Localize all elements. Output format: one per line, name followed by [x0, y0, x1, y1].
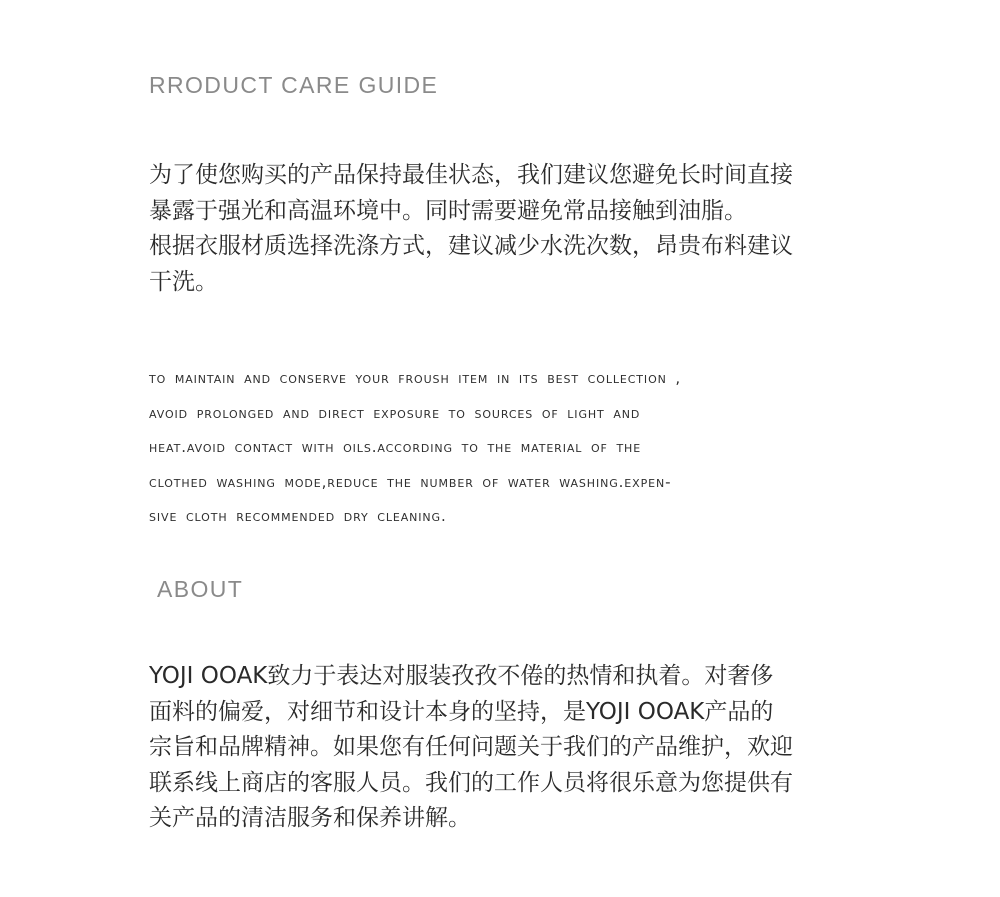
about-zh-line: 面料的偏爱，对细节和设计本身的坚持，是YOJI OOAK产品的: [149, 698, 774, 725]
about-heading: ABOUT: [157, 576, 244, 602]
care-en-line: clothed washing mode,reduce the number of water washing.expen-: [149, 472, 672, 491]
care-zh-line: 暴露于强光和高温环境中。同时需要避免常品接触到油脂。: [149, 197, 747, 224]
about-zh-line: 宗旨和品牌精神。如果您有任何问题关于我们的产品维护，欢迎: [149, 734, 793, 760]
care-guide-heading: RRODUCT CARE GUIDE: [149, 72, 439, 98]
care-guide-english-text: [149, 361, 849, 534]
about-chinese-text: [149, 659, 849, 837]
care-en-line: heat.avoid contact with oils.according to the material of the: [149, 438, 642, 457]
about-zh-line: YOJI OOAK致力于表达对服装孜孜不倦的热情和执着。对奢侈: [149, 663, 774, 689]
care-zh-line: 根据衣服材质选择洗涤方式，建议减少水洗次数，昂贵布料建议: [149, 233, 793, 259]
about-zh-line: 联系线上商店的客服人员。我们的工作人员将很乐意为您提供有: [149, 769, 793, 796]
about-zh-line: 关产品的清洁服务和保养讲解。: [149, 805, 471, 831]
care-guide-chinese-text: [149, 158, 849, 300]
care-en-line: avoid prolonged and direct exposure to sources of light and: [149, 403, 641, 422]
care-en-line: sive cloth recommended dry cleaning.: [149, 507, 447, 526]
care-en-line: to maintain and conserve your froush item in its best collection ,: [149, 369, 682, 387]
care-zh-line: 为了使您购买的产品保持最佳状态，我们建议您避免长时间直接: [149, 162, 793, 188]
care-zh-line: 干洗。: [149, 268, 218, 295]
